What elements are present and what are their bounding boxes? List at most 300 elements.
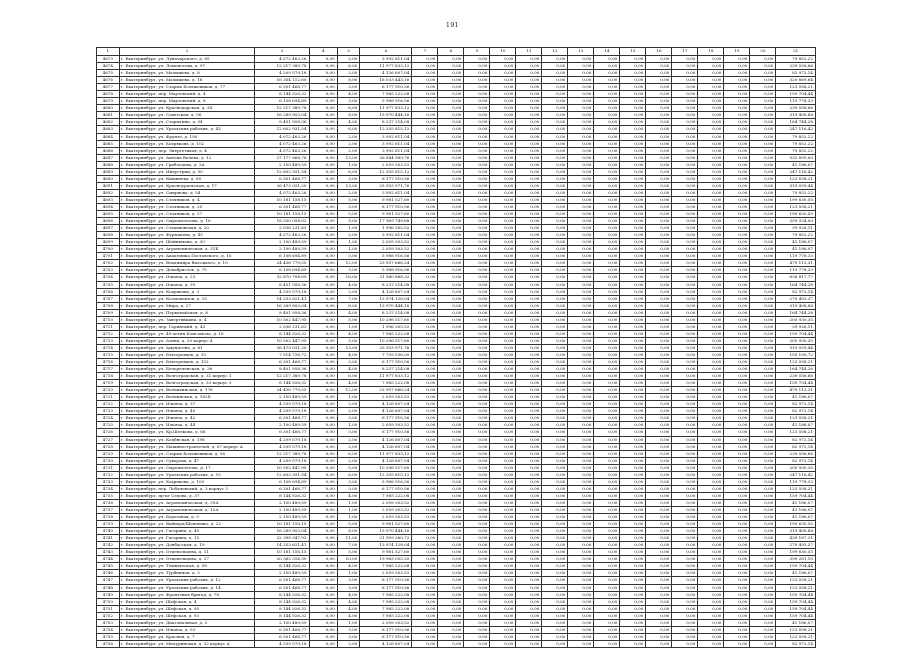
value-cell: 164 744,28 — [776, 366, 816, 373]
value-cell: 2,00 — [337, 133, 360, 140]
table-row — [97, 316, 816, 323]
value-cell: 0,00 — [672, 478, 698, 485]
value-cell: 0,00 — [309, 366, 337, 373]
value-cell: 0,00 — [646, 225, 672, 232]
row-number-cell: 4678 — [97, 91, 120, 98]
value-cell: 0,00 — [724, 239, 750, 246]
value-cell: 0,00 — [724, 380, 750, 387]
value-cell: 0,00 — [594, 619, 620, 626]
value-cell: 0,00 — [542, 218, 568, 225]
value-cell: 5 988 916,56 — [360, 267, 412, 274]
address-cell: г. Екатеринбург, ул. Волчинская, д. 182Б — [119, 394, 255, 401]
value-cell: 0,00 — [646, 98, 672, 105]
value-cell: 0,00 — [646, 133, 672, 140]
value-cell: 123 558,21 — [776, 203, 816, 210]
value-cell: 0,00 — [490, 218, 516, 225]
column-header: 14 — [594, 48, 620, 56]
value-cell: 0,00 — [309, 211, 337, 218]
value-cell: 0,00 — [646, 161, 672, 168]
value-cell: 0,00 — [542, 429, 568, 436]
value-cell: 0,00 — [672, 380, 698, 387]
table-row — [97, 119, 816, 126]
table-row — [97, 626, 816, 633]
row-number-cell: 4676 — [97, 77, 120, 84]
value-cell: 0,00 — [620, 337, 646, 344]
value-cell: 0,00 — [516, 563, 542, 570]
value-cell: 0,00 — [464, 344, 490, 351]
value-cell: 0,00 — [594, 281, 620, 288]
value-cell: 0,00 — [438, 211, 464, 218]
value-cell: 0,00 — [724, 302, 750, 309]
value-cell: 0,00 — [490, 189, 516, 196]
value-cell: 82 972,14 — [776, 70, 816, 77]
value-cell: 0,00 — [724, 126, 750, 133]
value-cell: 0,00 — [516, 70, 542, 77]
value-cell: 0,00 — [646, 485, 672, 492]
value-cell: 0,00 — [516, 598, 542, 605]
value-cell: 6 301 468,77 — [255, 175, 309, 182]
value-cell: 0,00 — [568, 267, 594, 274]
value-cell: 0,00 — [568, 295, 594, 302]
value-cell: 0,00 — [309, 577, 337, 584]
value-cell: 0,00 — [646, 302, 672, 309]
value-cell: 82 972,14 — [776, 457, 816, 464]
value-cell: 0,00 — [594, 309, 620, 316]
value-cell: 0,00 — [309, 203, 337, 210]
value-cell: 7 914 726,72 — [255, 351, 309, 358]
table-row — [97, 260, 816, 267]
value-cell: 123 558,21 — [776, 175, 816, 182]
value-cell: 0,00 — [412, 203, 438, 210]
value-cell: 0,00 — [542, 422, 568, 429]
value-cell: 16 289 853,04 — [255, 302, 309, 309]
address-cell: г. Екатеринбург, ул. Стачников, д. 27 — [119, 211, 255, 218]
value-cell: 0,00 — [516, 535, 542, 542]
value-cell: 0,00 — [672, 563, 698, 570]
value-cell: 0,00 — [724, 281, 750, 288]
value-cell: 4,00 — [337, 598, 360, 605]
address-cell: г. Екатеринбург, ул. Отцевольцева, д. 11 — [119, 549, 255, 556]
value-cell: 0,00 — [464, 84, 490, 91]
value-cell: 0,00 — [542, 464, 568, 471]
value-cell: 4 209 579,18 — [255, 457, 309, 464]
value-cell: 0,00 — [464, 246, 490, 253]
row-number-cell: 4708 — [97, 302, 120, 309]
value-cell: 4 126 607,04 — [360, 70, 412, 77]
value-cell: 2 100 489,59 — [255, 161, 309, 168]
value-cell: 41 186,07 — [776, 514, 816, 521]
value-cell: 21 959 360,72 — [360, 535, 412, 542]
value-cell: 0,00 — [620, 126, 646, 133]
value-cell: 0,00 — [542, 471, 568, 478]
value-cell: 6 177 910,56 — [360, 203, 412, 210]
value-cell: 0,00 — [438, 232, 464, 239]
value-cell: 0,00 — [516, 274, 542, 281]
value-cell: 0,00 — [438, 239, 464, 246]
value-cell: 0,00 — [568, 471, 594, 478]
value-cell: 0,00 — [490, 211, 516, 218]
value-cell: 0,00 — [724, 598, 750, 605]
value-cell: 0,00 — [750, 556, 776, 563]
value-cell: 0,00 — [438, 161, 464, 168]
value-cell: 5 988 916,56 — [360, 478, 412, 485]
value-cell: 0,00 — [412, 168, 438, 175]
table-row — [97, 274, 816, 281]
value-cell: 0,00 — [620, 485, 646, 492]
value-cell: 0,00 — [490, 492, 516, 499]
value-cell: 0,00 — [464, 105, 490, 112]
value-cell: 0,00 — [568, 232, 594, 239]
value-cell: 11 977 833,12 — [360, 63, 412, 70]
row-number-cell: 4745 — [97, 563, 120, 570]
value-cell: 0,00 — [542, 56, 568, 63]
value-cell: 0,00 — [516, 366, 542, 373]
value-cell: 0,00 — [438, 168, 464, 175]
value-cell: 0,00 — [724, 640, 750, 647]
value-cell: 0,00 — [750, 507, 776, 514]
value-cell: 0,00 — [750, 570, 776, 577]
value-cell: 0,00 — [750, 422, 776, 429]
value-cell: 0,00 — [464, 429, 490, 436]
value-cell: 0,00 — [309, 429, 337, 436]
value-cell: 0,00 — [438, 337, 464, 344]
address-cell: г. Екатеринбург, ул. Шефская, д. 95 — [119, 605, 255, 612]
value-cell: 0,00 — [412, 485, 438, 492]
value-cell: 0,00 — [516, 584, 542, 591]
value-cell: 7 759 536,00 — [360, 351, 412, 358]
value-cell: 0,00 — [412, 281, 438, 288]
value-cell: 0,00 — [724, 337, 750, 344]
value-cell: 2 059 303,52 — [360, 570, 412, 577]
table-row — [97, 380, 816, 387]
value-cell: 0,00 — [490, 464, 516, 471]
value-cell: 0,00 — [620, 344, 646, 351]
value-cell: 0,00 — [516, 415, 542, 422]
value-cell: 0,00 — [750, 154, 776, 161]
value-cell: 0,00 — [724, 584, 750, 591]
value-cell: 0,00 — [698, 316, 724, 323]
value-cell: 0,00 — [698, 203, 724, 210]
value-cell: 0,00 — [698, 189, 724, 196]
value-cell: 3,00 — [337, 98, 360, 105]
value-cell: 0,00 — [490, 478, 516, 485]
value-cell: 0,00 — [620, 443, 646, 450]
value-cell: 0,00 — [698, 436, 724, 443]
value-cell: 0,00 — [698, 422, 724, 429]
value-cell: 0,00 — [438, 626, 464, 633]
row-number-cell: 4729 — [97, 450, 120, 457]
row-number-cell: 4728 — [97, 443, 120, 450]
value-cell: 0,00 — [516, 605, 542, 612]
value-cell: 0,00 — [412, 549, 438, 556]
value-cell: 8 237 214,08 — [360, 366, 412, 373]
row-number-cell: 4747 — [97, 577, 120, 584]
value-cell: 0,00 — [620, 373, 646, 380]
value-cell: 0,00 — [464, 77, 490, 84]
value-cell: 0,00 — [672, 189, 698, 196]
value-cell: 7 985 222,08 — [360, 605, 412, 612]
value-cell: 0,00 — [646, 450, 672, 457]
value-cell: 0,00 — [672, 337, 698, 344]
value-cell: 0,00 — [309, 605, 337, 612]
address-cell: г. Екатеринбург, ул. Краснодарская, д. 34 — [119, 105, 255, 112]
value-cell: 0,00 — [309, 323, 337, 330]
value-cell: 0,00 — [750, 514, 776, 521]
value-cell: 10 502 447,95 — [255, 464, 309, 471]
column-header: 13 — [568, 48, 594, 56]
value-cell: 0,00 — [438, 274, 464, 281]
value-cell: 0,00 — [724, 232, 750, 239]
value-cell: 0,00 — [464, 556, 490, 563]
value-cell: 0,00 — [412, 218, 438, 225]
value-cell: 5,00 — [337, 549, 360, 556]
address-cell: г. Екатеринбург, ул. Завертяйкина, д. 4 — [119, 316, 255, 323]
address-cell: г. Екатеринбург, ул. Гагарина, д. 49 — [119, 528, 255, 535]
value-cell: 0,00 — [594, 182, 620, 189]
value-cell: 0,00 — [516, 570, 542, 577]
value-cell: 0,00 — [438, 436, 464, 443]
value-cell: 4 072 463,26 — [255, 232, 309, 239]
value-cell: 0,00 — [568, 175, 594, 182]
value-cell: 0,00 — [698, 570, 724, 577]
value-cell: 18 330 058,02 — [255, 218, 309, 225]
value-cell: 5,00 — [337, 521, 360, 528]
value-cell: 0,00 — [724, 563, 750, 570]
value-cell: 0,00 — [464, 309, 490, 316]
row-number-cell: 4724 — [97, 415, 120, 422]
value-cell: 0,00 — [438, 605, 464, 612]
value-cell: 0,00 — [646, 274, 672, 281]
value-cell: 0,00 — [516, 309, 542, 316]
value-cell: 0,00 — [594, 330, 620, 337]
value-cell: 0,00 — [594, 598, 620, 605]
value-cell: 205 930,35 — [776, 464, 816, 471]
value-cell: 0,00 — [750, 394, 776, 401]
value-cell: 0,00 — [750, 408, 776, 415]
value-cell: 0,00 — [516, 77, 542, 84]
value-cell: 0,00 — [568, 633, 594, 640]
value-cell: 0,00 — [438, 56, 464, 63]
value-cell: 0,00 — [490, 203, 516, 210]
address-cell: г. Екатеринбург, ул. Донбасская, д. 19 — [119, 542, 255, 549]
row-number-cell: 4746 — [97, 570, 120, 577]
value-cell: 0,00 — [750, 415, 776, 422]
value-cell: 2 100 489,59 — [255, 239, 309, 246]
value-cell: 4 126 607,04 — [360, 288, 412, 295]
value-cell: 0,00 — [698, 605, 724, 612]
value-cell: 1,00 — [337, 323, 360, 330]
value-cell: 0,00 — [464, 478, 490, 485]
value-cell: 0,00 — [490, 112, 516, 119]
value-cell: 0,00 — [724, 351, 750, 358]
value-cell: 519 059,44 — [776, 182, 816, 189]
value-cell: 0,00 — [594, 507, 620, 514]
value-cell: 0,00 — [672, 598, 698, 605]
value-cell: 0,00 — [490, 626, 516, 633]
value-cell: 11 977 833,12 — [360, 450, 412, 457]
value-cell: 0,00 — [594, 422, 620, 429]
value-cell: 0,00 — [542, 274, 568, 281]
value-cell: 0,00 — [594, 302, 620, 309]
value-cell: 479 113,31 — [776, 387, 816, 394]
value-cell: 0,00 — [750, 70, 776, 77]
value-cell: 0,00 — [516, 401, 542, 408]
value-cell: 0,00 — [464, 633, 490, 640]
value-cell: 0,00 — [620, 633, 646, 640]
value-cell: 0,00 — [698, 175, 724, 182]
value-cell: 11 977 833,12 — [360, 373, 412, 380]
row-number-cell: 4722 — [97, 401, 120, 408]
value-cell: 0,00 — [309, 612, 337, 619]
value-cell: 0,00 — [698, 239, 724, 246]
value-cell: 0,00 — [464, 549, 490, 556]
value-cell: 0,00 — [672, 211, 698, 218]
value-cell: 8 144 926,32 — [255, 91, 309, 98]
value-cell: 0,00 — [542, 401, 568, 408]
value-cell: 0,00 — [594, 112, 620, 119]
value-cell: 9 981 527,60 — [360, 211, 412, 218]
value-cell: 0,00 — [412, 161, 438, 168]
value-cell: 2,00 — [337, 443, 360, 450]
value-cell: 82 972,14 — [776, 408, 816, 415]
address-cell: г. Екатеринбург, ул. Белореченская, д. 36 — [119, 366, 255, 373]
value-cell: 7 985 222,08 — [360, 492, 412, 499]
value-cell: 1,00 — [337, 619, 360, 626]
value-cell: 0,00 — [438, 577, 464, 584]
value-cell: 0,00 — [490, 140, 516, 147]
value-cell: 0,00 — [568, 626, 594, 633]
value-cell: 0,00 — [438, 542, 464, 549]
value-cell: 0,00 — [750, 619, 776, 626]
value-cell: 0,00 — [724, 443, 750, 450]
row-number-cell: 4690 — [97, 175, 120, 182]
value-cell: 0,00 — [464, 295, 490, 302]
table-row — [97, 63, 816, 70]
value-cell: 0,00 — [646, 56, 672, 63]
value-cell: 0,00 — [750, 84, 776, 91]
value-cell: 0,00 — [646, 359, 672, 366]
value-cell: 25 953 971,76 — [360, 182, 412, 189]
value-cell: 3 992 611,04 — [360, 232, 412, 239]
address-cell: г. Екатеринбург, ул. Сыромолотова, д. 16 — [119, 218, 255, 225]
row-number-cell: 4715 — [97, 351, 120, 358]
value-cell: 0,00 — [646, 366, 672, 373]
value-cell: 0,00 — [464, 351, 490, 358]
value-cell: 0,00 — [698, 478, 724, 485]
value-cell: 0,00 — [646, 570, 672, 577]
row-number-cell: 4706 — [97, 288, 120, 295]
address-cell: г. Екатеринбург, ул. Уральских рабочих, д. 14 — [119, 584, 255, 591]
value-cell: 0,00 — [724, 147, 750, 154]
value-cell: 0,00 — [594, 394, 620, 401]
value-cell: 0,00 — [672, 119, 698, 126]
value-cell: 0,00 — [724, 196, 750, 203]
value-cell: 0,00 — [750, 436, 776, 443]
value-cell: 0,00 — [750, 126, 776, 133]
value-cell: 0,00 — [698, 626, 724, 633]
value-cell: 0,00 — [672, 63, 698, 70]
value-cell: 10 181 158,15 — [255, 211, 309, 218]
row-number-cell: 4693 — [97, 196, 120, 203]
value-cell: 0,00 — [724, 619, 750, 626]
value-cell: 0,00 — [594, 429, 620, 436]
value-cell: 0,00 — [646, 542, 672, 549]
value-cell: 0,00 — [698, 344, 724, 351]
value-cell: 0,00 — [438, 570, 464, 577]
value-cell: 0,00 — [412, 77, 438, 84]
value-cell: 0,00 — [750, 499, 776, 506]
value-cell: 0,00 — [568, 351, 594, 358]
value-cell: 0,00 — [464, 408, 490, 415]
row-number-cell: 4695 — [97, 211, 120, 218]
value-cell: 0,00 — [438, 457, 464, 464]
value-cell: 0,00 — [542, 514, 568, 521]
value-cell: 0,00 — [490, 640, 516, 647]
table-row — [97, 542, 816, 549]
table-row — [97, 549, 816, 556]
value-cell: 0,00 — [646, 443, 672, 450]
value-cell: 0,00 — [464, 387, 490, 394]
value-cell: 3,00 — [337, 84, 360, 91]
value-cell: 0,00 — [750, 267, 776, 274]
value-cell: 279 493,37 — [776, 542, 816, 549]
value-cell: 0,00 — [750, 351, 776, 358]
row-number-cell: 4731 — [97, 464, 120, 471]
value-cell: 0,00 — [490, 84, 516, 91]
value-cell: 0,00 — [594, 203, 620, 210]
value-cell: 0,00 — [464, 528, 490, 535]
value-cell: 0,00 — [490, 528, 516, 535]
value-cell: 0,00 — [698, 359, 724, 366]
value-cell: 3 992 611,04 — [360, 56, 412, 63]
value-cell: 0,00 — [646, 175, 672, 182]
value-cell: 0,00 — [646, 464, 672, 471]
value-cell: 0,00 — [490, 457, 516, 464]
value-cell: 0,00 — [646, 154, 672, 161]
row-number-cell: 4680 — [97, 105, 120, 112]
address-cell: г. Екатеринбург, ул. Владимира Высоцкого, д. 10 — [119, 260, 255, 267]
value-cell: 0,00 — [724, 91, 750, 98]
value-cell: 2 100 489,59 — [255, 422, 309, 429]
value-cell: 0,00 — [516, 577, 542, 584]
value-cell: 0,00 — [672, 464, 698, 471]
value-cell: 0,00 — [750, 119, 776, 126]
value-cell: 0,00 — [620, 387, 646, 394]
value-cell: 0,00 — [568, 253, 594, 260]
table-row — [97, 401, 816, 408]
value-cell: 0,00 — [594, 161, 620, 168]
value-cell: 0,00 — [542, 605, 568, 612]
address-cell: г. Екатеринбург, ул. Диагональная, д. 3 — [119, 619, 255, 626]
value-cell: 239 556,66 — [776, 450, 816, 457]
table-row — [97, 640, 816, 647]
value-cell: 0,00 — [516, 612, 542, 619]
value-cell: 9 981 527,60 — [360, 196, 412, 203]
value-cell: 0,00 — [620, 542, 646, 549]
row-number-cell: 4754 — [97, 626, 120, 633]
row-number-cell: 4704 — [97, 274, 120, 281]
value-cell: 0,00 — [516, 253, 542, 260]
address-cell: г. Екатеринбург, ул. Отцевольцева, д. 27 — [119, 556, 255, 563]
value-cell: 0,00 — [724, 612, 750, 619]
row-number-cell: 4687 — [97, 154, 120, 161]
value-cell: 0,00 — [724, 56, 750, 63]
value-cell: 0,00 — [490, 549, 516, 556]
value-cell: 439 187,21 — [776, 535, 816, 542]
row-number-cell: 4707 — [97, 295, 120, 302]
value-cell: 6 301 468,77 — [255, 203, 309, 210]
value-cell: 0,00 — [438, 359, 464, 366]
